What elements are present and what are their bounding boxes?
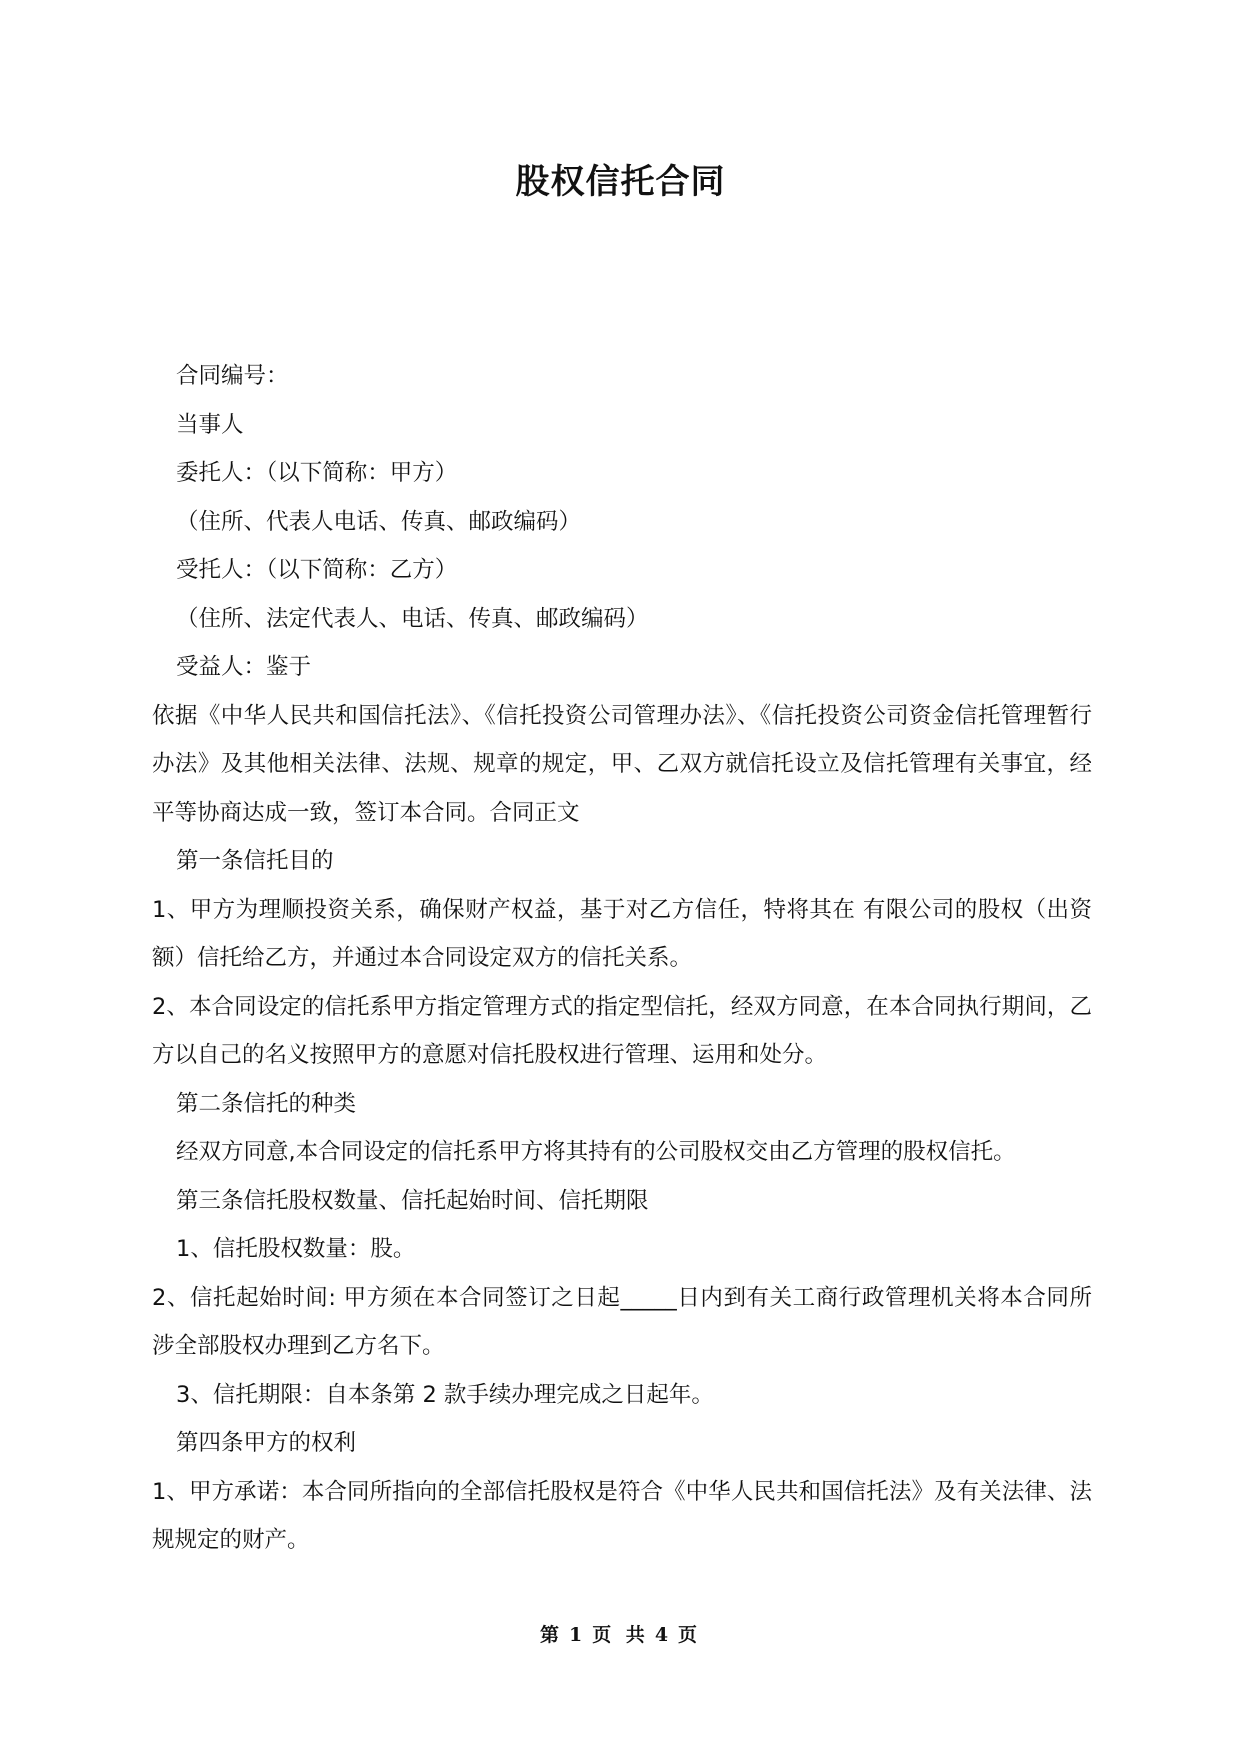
- footer-prefix: 第: [539, 1624, 563, 1646]
- paragraph-parties: 当事人: [176, 411, 244, 438]
- paragraph-article-3-clause-2: 2、信托起始时间: 甲方须在本合同签订之日起_____日内到有关工商行政管理机关将本合同所涉全部股权办理到乙方名下。: [152, 1284, 1092, 1359]
- paragraph-trustee: 受托人：（以下简称：乙方）: [176, 557, 458, 583]
- heading-article-4: 第四条甲方的权利: [176, 1430, 357, 1456]
- footer-current-page: 1: [568, 1624, 587, 1646]
- paragraph-trustee-details: （住所、法定代表人、电话、传真、邮政编码）: [176, 605, 649, 632]
- paragraph-settlor-details: （住所、代表人电话、传真、邮政编码）: [176, 508, 582, 535]
- heading-article-1: 第一条信托目的: [176, 848, 334, 874]
- paragraph-article-1-clause-2: 2、本合同设定的信托系甲方指定管理方式的指定型信托，经双方同意，在本合同执行期间，乙方以自己的名义按照甲方的意愿对信托股权进行管理、运用和处分。: [152, 993, 1092, 1068]
- paragraph-article-3-clause-3: 3、信托期限：自本条第 2 款手续办理完成之日起年。: [176, 1381, 714, 1408]
- paragraph-article-3-clause-1: 1、信托股权数量：股。: [176, 1236, 416, 1262]
- paragraph-article-1-clause-1: 1、甲方为理顺投资关系，确保财产权益，基于对乙方信任，特将其在 有限公司的股权（出资额）信托给乙方，并通过本合同设定双方的信托关系。: [152, 896, 1092, 971]
- paragraph-settlor: 委托人：（以下简称：甲方）: [176, 460, 458, 486]
- document-body: [152, 352, 1092, 1565]
- page-footer: [0, 1620, 1241, 1647]
- paragraph-beneficiary: 受益人：鉴于: [176, 654, 312, 680]
- heading-article-3: 第三条信托股权数量、信托起始时间、信托期限: [176, 1187, 649, 1214]
- footer-middle: 页 共: [592, 1624, 649, 1646]
- footer-suffix: 页: [678, 1624, 702, 1646]
- paragraph-contract-number: 合同编号：: [176, 363, 289, 389]
- paragraph-article-4-clause-1: 1、甲方承诺：本合同所指向的全部信托股权是符合《中华人民共和国信托法》及有关法律、法规规定的财产。: [152, 1478, 1092, 1553]
- paragraph-legal-basis: 依据《中华人民共和国信托法》、《信托投资公司管理办法》、《信托投资公司资金信托管理暂行办法》及其他相关法律、法规、规章的规定，甲、乙双方就信托设立及信托管理有关事宜，经平等协商达成一致，签订本合同。合同正文: [152, 702, 1092, 826]
- document-title: 股权信托合同: [515, 162, 726, 202]
- paragraph-article-2-body: 经双方同意,本合同设定的信托系甲方将其持有的公司股权交由乙方管理的股权信托。: [176, 1139, 1016, 1165]
- footer-total-pages: 4: [654, 1624, 673, 1646]
- heading-article-2: 第二条信托的种类: [176, 1090, 357, 1117]
